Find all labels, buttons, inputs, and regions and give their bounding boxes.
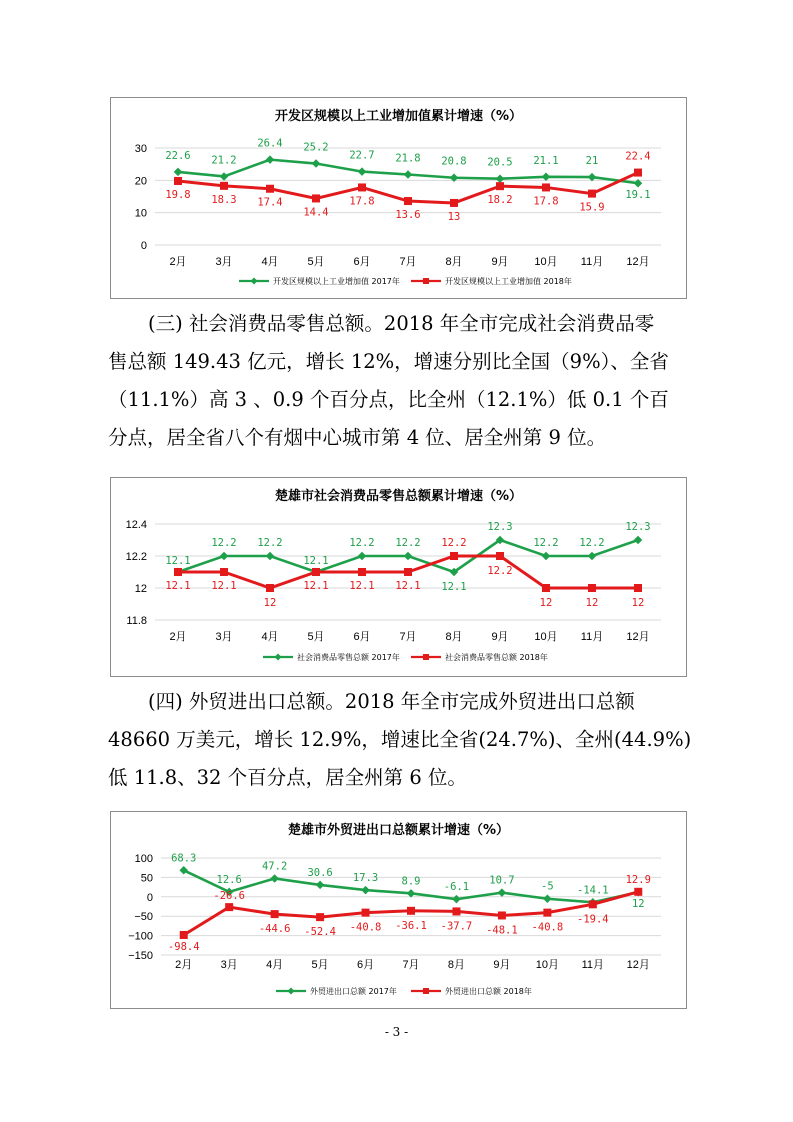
data-label: -6.1 <box>443 881 470 894</box>
data-label: 17.4 <box>257 196 283 209</box>
data-point <box>266 584 274 592</box>
legend-marker <box>423 654 429 660</box>
data-label: 12.3 <box>487 521 513 533</box>
paragraph-line: (四) 外贸进出口总额。2018 年全市完成外贸进出口总额 <box>148 690 635 713</box>
data-label: 22.6 <box>165 149 191 162</box>
data-point <box>270 874 278 882</box>
y-tick-label: 20 <box>134 175 147 188</box>
x-tick-label: 3月 <box>215 631 233 643</box>
data-label: -98.4 <box>167 940 200 953</box>
x-tick-label: 4月 <box>261 256 279 268</box>
data-label: -40.8 <box>531 921 564 934</box>
x-tick-label: 11月 <box>580 256 604 268</box>
data-label: 12.6 <box>216 873 242 886</box>
data-label: -44.6 <box>258 923 291 936</box>
data-label: 12 <box>631 898 645 911</box>
data-point <box>634 169 642 177</box>
data-point <box>496 174 504 182</box>
x-tick-label: 9月 <box>491 256 509 268</box>
chart-foreign-trade-growth-svg <box>111 812 686 1008</box>
data-label: 8.9 <box>401 875 421 888</box>
data-label: 12.1 <box>165 555 191 567</box>
chart-foreign-trade-growth <box>110 811 687 1009</box>
data-point <box>542 183 550 191</box>
data-label: 12.2 <box>257 537 283 549</box>
data-label: 12.2 <box>395 537 421 549</box>
x-tick-label: 8月 <box>445 631 463 643</box>
x-tick-label: 2月 <box>169 256 187 268</box>
data-point <box>358 552 366 560</box>
x-tick-label: 8月 <box>445 256 463 268</box>
data-point <box>542 552 550 560</box>
data-label: 25.2 <box>303 141 329 154</box>
y-tick-label: −50 <box>134 911 153 924</box>
data-label: 12.9 <box>625 873 651 886</box>
chart-industrial-growth <box>110 97 687 299</box>
paragraph-line: 分点，居全省八个有烟中心城市第 4 位、居全州第 9 位。 <box>108 426 607 449</box>
legend-label: 开发区规模以上工业增加值 2018年 <box>445 277 572 286</box>
x-tick-label: 7月 <box>399 631 417 643</box>
data-label: 15.9 <box>579 201 605 214</box>
data-label: -48.1 <box>486 924 518 937</box>
data-point <box>404 552 412 560</box>
data-label: -52.4 <box>304 926 336 939</box>
data-label: -5 <box>541 880 554 893</box>
chart-consumer-sales-growth-svg <box>111 478 686 676</box>
x-tick-label: 7月 <box>402 959 420 971</box>
data-point <box>266 185 274 193</box>
data-point <box>220 172 228 180</box>
data-label: 12 <box>539 597 553 609</box>
data-label: 14.4 <box>303 206 329 219</box>
data-point <box>225 903 233 911</box>
data-label: 12.1 <box>211 580 237 592</box>
data-label: 12.2 <box>349 537 375 549</box>
data-point <box>498 888 506 896</box>
data-label: 12 <box>585 597 599 609</box>
data-label: -19.4 <box>577 913 609 926</box>
paragraph-line: 48660 万美元，增长 12.9%，增速比全省(24.7%)、全州(44.9%) <box>108 728 692 751</box>
data-label: 19.1 <box>625 189 651 202</box>
y-tick-label: 0 <box>140 240 147 252</box>
data-label: -14.1 <box>577 884 609 897</box>
data-point <box>450 199 458 207</box>
legend-marker <box>423 278 429 284</box>
data-label: 17.3 <box>352 872 379 885</box>
data-point <box>588 190 596 198</box>
data-point <box>496 182 504 190</box>
y-tick-label: 30 <box>134 143 147 155</box>
data-point <box>404 170 412 178</box>
data-point <box>358 568 366 576</box>
x-tick-label: 2月 <box>169 631 187 643</box>
paragraph-line: (三) 社会消费品零售总额。2018 年全市完成社会消费品零 <box>148 312 655 335</box>
foreign-trade-paragraph <box>108 683 692 797</box>
x-tick-label: 12月 <box>626 256 650 268</box>
data-label: 22.7 <box>349 149 375 162</box>
paragraph-line: 低 11.8、32 个百分点，居全州第 6 位。 <box>108 766 467 789</box>
data-label: 30.6 <box>307 866 333 879</box>
y-tick-label: 10 <box>134 207 147 220</box>
data-label: 17.8 <box>349 195 375 208</box>
data-label: 18.3 <box>211 193 237 206</box>
chart-title: 楚雄市外贸进出口总额累计增速（%） <box>287 823 510 838</box>
data-point <box>180 931 188 939</box>
legend-label: 外贸进出口总额 2018年 <box>445 987 532 996</box>
data-label: 12 <box>631 597 645 609</box>
data-label: 13.6 <box>395 209 421 222</box>
data-label: 12.1 <box>349 580 375 592</box>
x-tick-label: 4月 <box>266 959 284 971</box>
data-label: 18.2 <box>487 194 513 207</box>
y-tick-label: 0 <box>146 891 153 904</box>
data-label: 17.8 <box>533 195 559 208</box>
data-point <box>634 888 642 896</box>
data-label: 21 <box>585 155 599 168</box>
x-tick-label: 10月 <box>534 631 558 643</box>
data-point <box>543 909 551 917</box>
data-label: 13 <box>447 210 461 223</box>
legend-marker <box>250 277 257 284</box>
data-point <box>266 155 274 163</box>
legend-marker <box>423 988 429 994</box>
data-point <box>358 167 366 175</box>
data-label: 21.8 <box>395 152 421 165</box>
data-point <box>220 552 228 560</box>
data-point <box>452 895 460 903</box>
data-point <box>174 168 182 176</box>
data-label: 22.4 <box>625 150 651 163</box>
data-label: 12.3 <box>625 521 651 533</box>
legend-label: 开发区规模以上工业增加值 2017年 <box>273 277 400 286</box>
data-point <box>496 552 504 560</box>
x-tick-label: 11月 <box>581 959 605 971</box>
data-point <box>543 894 551 902</box>
paragraph-line: （11.1%）高 3 、0.9 个百分点，比全州（12.1%）低 0.1 个百 <box>108 388 669 411</box>
data-point <box>312 159 320 167</box>
chart-title: 楚雄市社会消费品零售总额累计增速（%） <box>274 489 523 504</box>
data-label: 19.8 <box>165 188 191 201</box>
data-label: 12.2 <box>533 537 559 549</box>
data-point <box>404 197 412 205</box>
data-label: 12.2 <box>211 537 237 549</box>
consumer-sales-paragraph <box>108 305 688 457</box>
data-point <box>361 886 369 894</box>
data-point <box>271 910 279 918</box>
y-tick-label: 12.2 <box>125 551 147 563</box>
data-label: 12.2 <box>487 565 513 577</box>
data-label: -26.6 <box>213 890 245 903</box>
x-tick-label: 5月 <box>307 256 325 268</box>
data-label: 12.2 <box>579 537 605 549</box>
data-label: 12.1 <box>303 555 329 567</box>
data-point <box>266 552 274 560</box>
y-tick-label: −100 <box>128 930 153 943</box>
legend-label: 社会消费品零售总额 2018年 <box>445 653 548 662</box>
data-point <box>174 568 182 576</box>
data-point <box>404 568 412 576</box>
chart-title: 开发区规模以上工业增加值累计增速（%） <box>274 109 523 124</box>
x-tick-label: 5月 <box>307 631 325 643</box>
data-point <box>174 177 182 185</box>
data-label: 12.1 <box>165 580 191 592</box>
x-tick-label: 5月 <box>311 959 329 971</box>
data-point <box>542 584 550 592</box>
data-label: -40.8 <box>349 921 382 934</box>
x-tick-label: 6月 <box>353 631 371 643</box>
data-point <box>312 194 320 202</box>
data-point <box>179 866 187 874</box>
data-label: 68.3 <box>171 852 197 865</box>
data-point <box>588 584 596 592</box>
chart-consumer-sales-growth <box>110 477 687 677</box>
y-tick-label: 50 <box>140 872 153 885</box>
data-point <box>316 913 324 921</box>
data-point <box>407 907 415 915</box>
data-label: 20.5 <box>487 156 513 169</box>
legend-marker <box>287 987 294 994</box>
x-tick-label: 10月 <box>535 959 559 971</box>
x-tick-label: 6月 <box>356 959 375 971</box>
x-tick-label: 12月 <box>626 631 650 643</box>
data-point <box>312 568 320 576</box>
x-tick-label: 10月 <box>534 256 558 268</box>
chart-industrial-growth-svg <box>111 98 686 298</box>
data-label: 47.2 <box>261 860 288 873</box>
data-label: -36.1 <box>395 919 427 932</box>
x-tick-label: 2月 <box>175 959 193 971</box>
x-tick-label: 7月 <box>399 256 417 268</box>
x-tick-label: 4月 <box>261 631 279 643</box>
data-point <box>362 909 370 917</box>
x-tick-label: 9月 <box>493 959 511 971</box>
legend-label: 社会消费品零售总额 2017年 <box>297 653 400 662</box>
data-point <box>450 552 458 560</box>
paragraph-line: 售总额 149.43 亿元，增长 12%，增速分别比全国（9%）、全省 <box>108 350 669 373</box>
data-point <box>542 173 550 181</box>
data-point <box>358 183 366 191</box>
data-label: 21.1 <box>533 154 559 167</box>
data-label: -37.7 <box>440 920 473 933</box>
legend-marker <box>274 653 281 660</box>
data-point <box>220 182 228 190</box>
y-tick-label: 100 <box>134 853 153 865</box>
data-label: 12.1 <box>303 580 329 592</box>
y-tick-label: −150 <box>128 950 153 962</box>
data-label: 21.2 <box>211 154 237 167</box>
x-tick-label: 12月 <box>626 959 650 971</box>
data-point <box>498 911 506 919</box>
data-label: 10.7 <box>489 874 515 887</box>
data-point <box>220 568 228 576</box>
legend-label: 外贸进出口总额 2017年 <box>310 987 397 996</box>
data-point <box>588 552 596 560</box>
page-number: - 3 - <box>384 1025 409 1039</box>
x-tick-label: 11月 <box>580 631 604 643</box>
y-tick-label: 11.8 <box>126 615 147 627</box>
data-point <box>634 584 642 592</box>
x-tick-label: 6月 <box>353 256 371 268</box>
x-tick-label: 9月 <box>491 631 509 643</box>
data-label: 12 <box>263 597 277 609</box>
y-tick-label: 12 <box>134 583 147 595</box>
x-tick-label: 3月 <box>215 256 233 268</box>
data-point <box>452 907 460 915</box>
x-tick-label: 8月 <box>447 959 466 971</box>
data-point <box>316 881 324 889</box>
data-label: 12.1 <box>395 580 421 592</box>
y-tick-label: 12.4 <box>125 519 147 531</box>
x-tick-label: 3月 <box>220 959 238 971</box>
data-label: 20.8 <box>441 155 467 168</box>
data-point <box>589 900 597 908</box>
data-label: 12.1 <box>441 581 467 593</box>
data-point <box>634 536 642 544</box>
data-label: 12.2 <box>441 537 467 549</box>
data-label: 26.4 <box>257 137 283 150</box>
